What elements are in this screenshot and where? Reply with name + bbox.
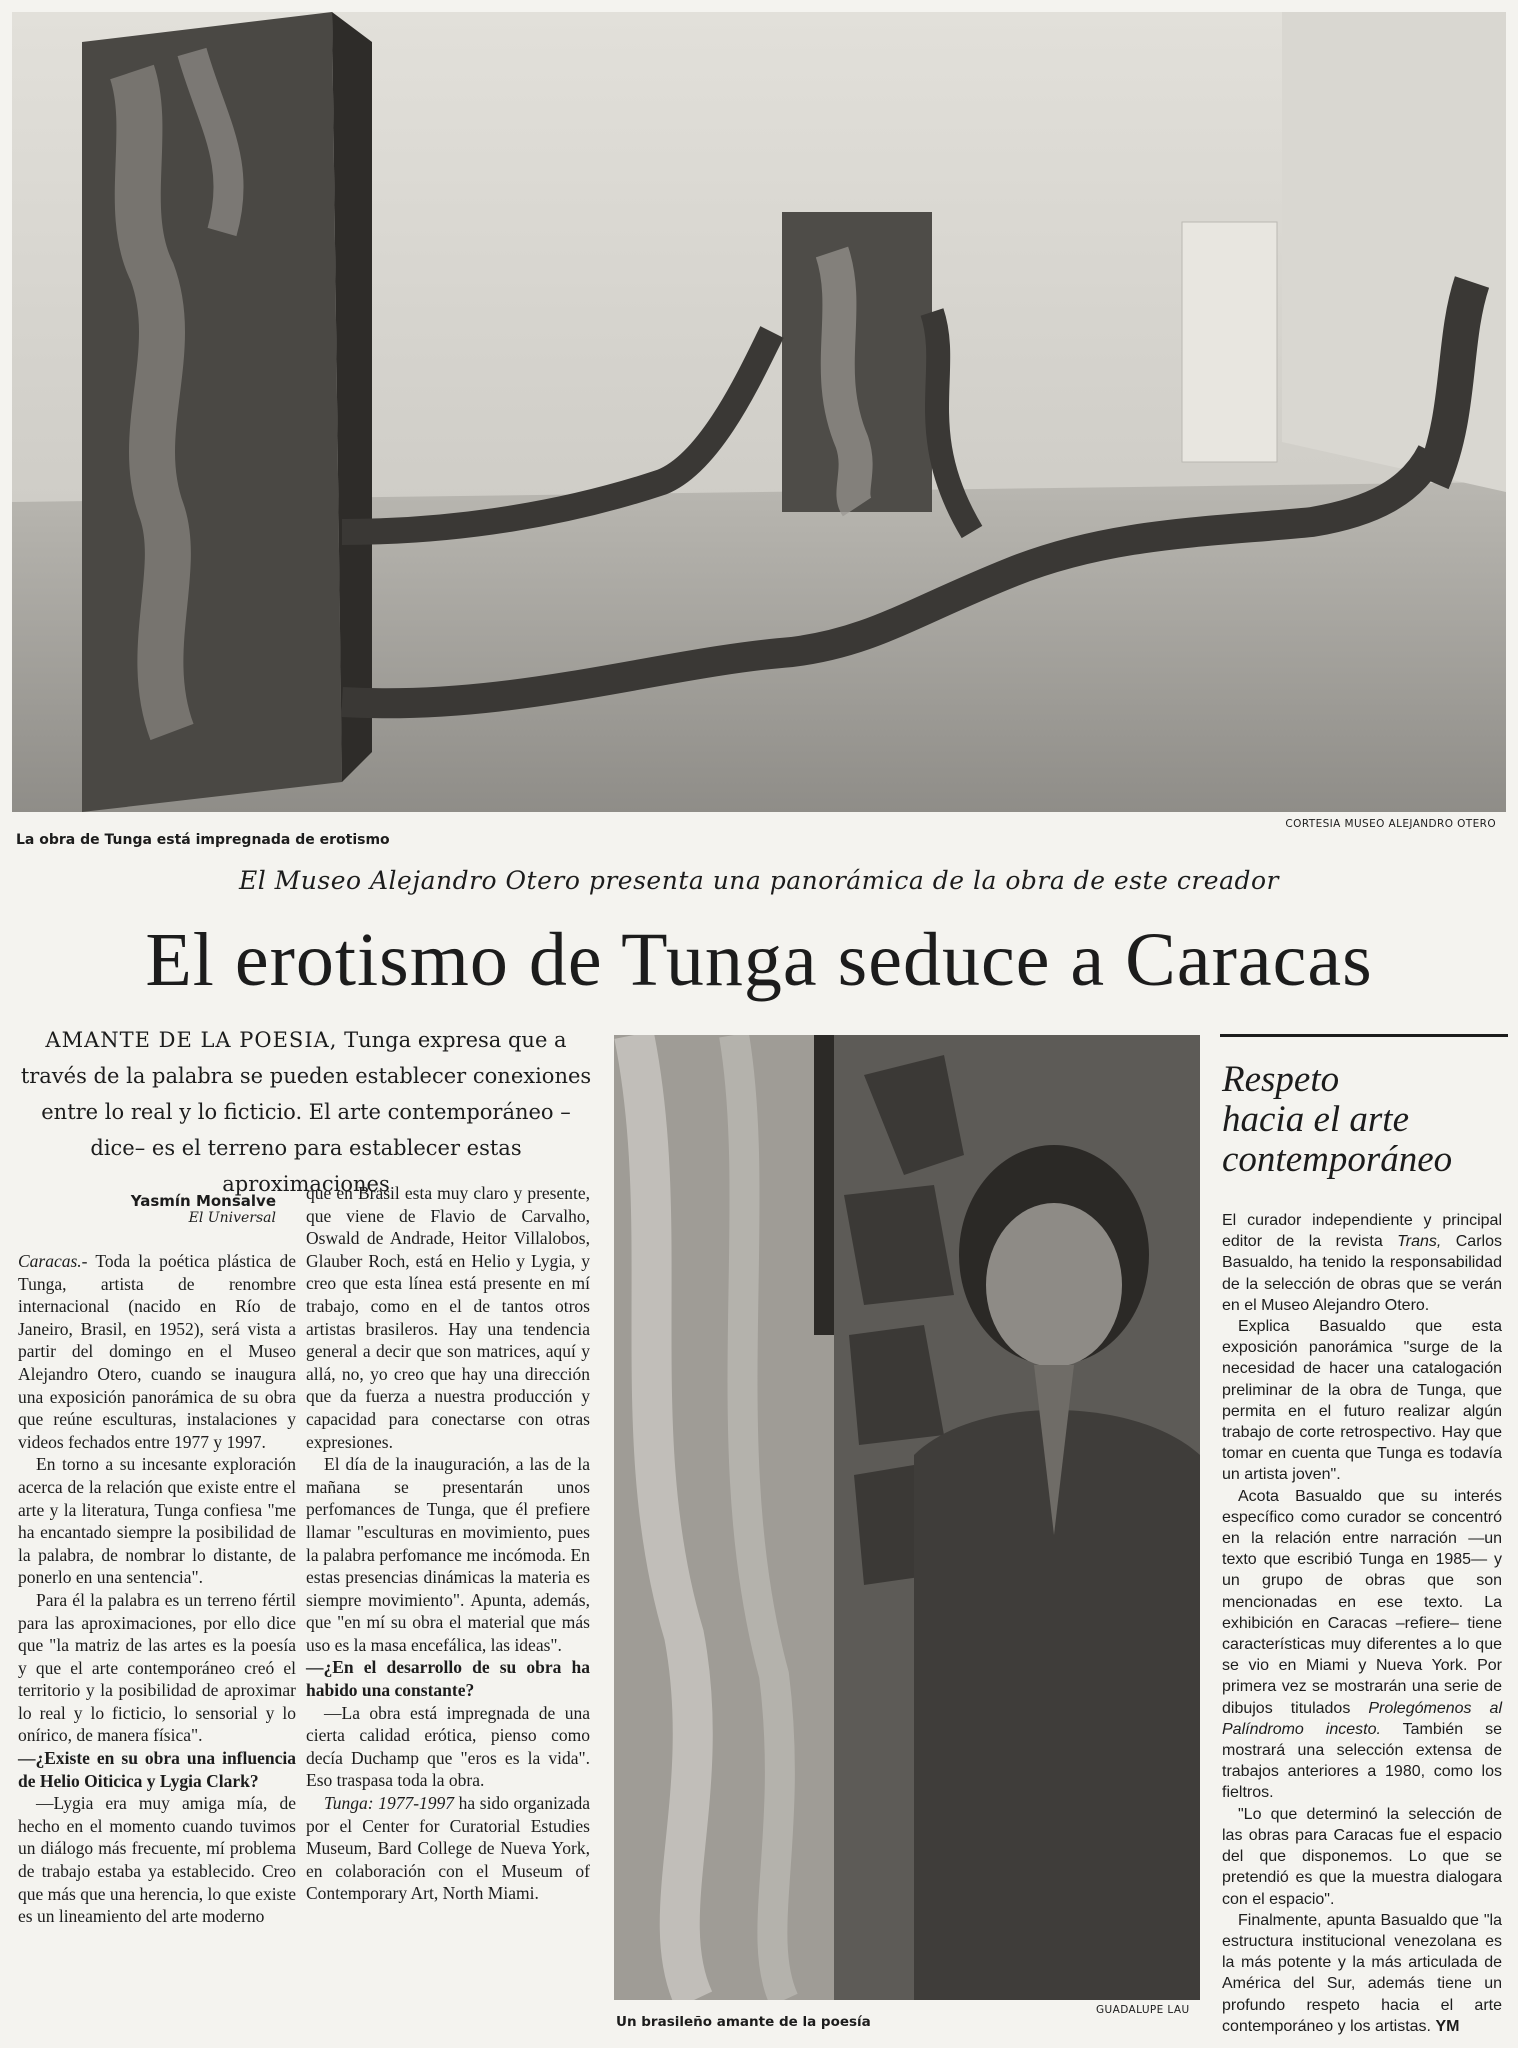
sidebar-paragraph [1222, 1486, 1502, 1804]
sidebar-title-line: contemporáneo [1222, 1139, 1453, 1180]
text-run: Acota Basualdo que su interés específico como curador se concentró en la relación entre narración —un texto que escribió Tunga en 1985— y un grupo de obras que son mencionadas en ese texto. La exhibición en Caracas –refiere– tiene características muy diferentes a lo que se vio en Miami y Nueva York. Por primera vez se mostrarán una serie de dibujos titulados [1222, 1487, 1502, 1717]
sidebar-rule [1220, 1034, 1508, 1037]
article-column-2 [306, 1182, 590, 1905]
sidebar-paragraph: Explica Basualdo que esta exposición panorámica "surge de la necesidad de hacer una catalogación preliminar de la obra de Tunga, que permita en el futuro realizar algún trabajo de corte retrospectivo. Hay que tomar en cuenta que Tunga es todavía un artista joven". [1222, 1318, 1502, 1484]
paragraph-text: Toda la poética plástica de Tunga, artista de renombre internacional (nacido en Río de Janeiro, Brasil, en 1952), será vista a partir del domingo en el Museo Alejandro Otero, cuando se inaugura una exposición panorámica de su obra que reúne esculturas, instalaciones y videos fechados entre 1977 y 1997. [18, 1251, 296, 1452]
lead-caps: AMANTE DE LA POESIA, [45, 1028, 338, 1052]
dek: El Museo Alejandro Otero presenta una panorámica de la obra de este creador [238, 866, 1279, 895]
headline: El erotismo de Tunga seduce a Caracas [145, 918, 1373, 1002]
text-run: Carlos Basualdo, ha tenido la responsabilidad de la selección de obras que se verán en el Museo Alejandro Otero. [1222, 1233, 1502, 1314]
magazine-name: Trans, [1397, 1233, 1442, 1251]
exhibition-title: Tunga: 1977-1997 [324, 1793, 455, 1814]
paragraph [18, 1250, 296, 1453]
paragraph: El día de la inauguración, a las de la mañana se presentarán unos perfomances de Tunga, que él prefiere llamar "esculturas en movimiento, pues la palabra perfomance me incómoda. En estas presencias dinámicas la materia es siempre movimiento". Apunta, además, que "en mí su obra el material que más uso es la masa encefálica, las ideas". [306, 1454, 590, 1655]
paragraph-text: ha sido organizada por el Center for Curatorial Estudies Museum, Bard College de Nueva York, en colaboración con el Museum of Contemporary Art, North Miami. [306, 1793, 590, 1904]
sidebar-title-line: Respeto [1222, 1059, 1340, 1100]
portrait-photo [614, 1035, 1200, 2000]
sidebar-paragraph [1222, 1210, 1502, 1316]
article-column-1 [18, 1250, 296, 1928]
text-run: Finalmente, apunta Basualdo que "la estructura institucional venezolana es la más potente y la más articulada de América del Sur, además tiene un profundo respeto hacia el arte contemporáneo y los artistas. [1222, 1911, 1502, 2035]
sidebar-paragraph: "Lo que determinó la selección de las obras para Caracas fue el espacio del que disponemos. Lo que se pretendió es que la muestra dialogara con el espacio". [1222, 1805, 1502, 1908]
interview-question [306, 1656, 590, 1701]
lead-text: Tunga expresa que a través de la palabra se pueden establecer conexiones entre lo real y lo ficticio. El arte contemporáneo –dice– es el terreno para establecer estas aproximaciones [20, 1028, 592, 1196]
interview-question [18, 1747, 296, 1792]
portrait-caption: Un brasileño amante de la poesía [616, 2014, 871, 2030]
signature-initials: YM [1435, 2017, 1460, 2035]
text-run: El curador independiente y principal editor de la revista [1222, 1212, 1502, 1251]
lead [16, 1022, 596, 1202]
paragraph: —La obra está impregnada de una cierta calidad erótica, pienso como decía Duchamp que "eros es la vida". Eso traspasa toda la obra. [306, 1702, 590, 1791]
paragraph [306, 1792, 590, 1905]
top-photo-credit: CORTESIA MUSEO ALEJANDRO OTERO [1285, 818, 1496, 830]
portrait-credit: GUADALUPE LAU [1096, 2004, 1190, 2016]
paragraph: Para él la palabra es un terreno fértil para las aproximaciones, por ello dice que "la matriz de las artes es la poesía y que el arte contemporáneo creó el territorio y la posibilidad de aproximar lo real y lo ficticio, lo sensorial y lo onírico, de manera física". [18, 1589, 296, 1746]
byline [116, 1192, 276, 1226]
portrait-photo-illustration [614, 1035, 1200, 2000]
byline-author: Yasmín Monsalve [130, 1192, 276, 1210]
paragraph: —Lygia era muy amiga mía, de hecho en el momento cuando tuvimos un diálogo más frecuente, mí problema de trabajo estaba ya establecido. Creo que más que una herencia, lo que existe es un lineamiento del arte moderno [18, 1793, 296, 1927]
text-run: También se mostrará una selección extensa de trabajos anteriores a 1980, como los fieltros. [1222, 1720, 1503, 1802]
drawing-series-title: Prolegómenos al Palíndromo incesto. [1222, 1699, 1502, 1738]
installation-photo-illustration [12, 12, 1506, 812]
question-text: —¿En el desarrollo de su obra ha habido una constante? [306, 1657, 590, 1701]
byline-paper: El Universal [188, 1210, 276, 1226]
paragraph: En torno a su incesante exploración acerca de la relación que existe entre el arte y la literatura, Tunga confiesa "me ha encantado siempre la posibilidad de la palabra, de nombrar lo distante, de ponerlo en una sentencia". [18, 1454, 296, 1588]
paragraph: que en Brasil esta muy claro y presente, que viene de Flavio de Carvalho, Oswald de Andrade, Heitor Villalobos, Glauber Roch, está en Helio y Lygia, y creo que esta línea está presente en mí trabajo, como en el de tantos otros artistas brasileros. Hay una tendencia general a decir que son matrices, aquí y allá, no, yo creo que hay una dirección que da fuerza a nuestra producción y capacidad para conectarse con otras expresiones. [306, 1183, 590, 1452]
top-photo-caption: La obra de Tunga está impregnada de erotismo [16, 832, 390, 848]
sidebar-title-line: hacia el arte [1222, 1099, 1410, 1140]
dateline: Caracas.- [18, 1251, 88, 1271]
question-text: —¿Existe en su obra una influencia de Helio Oiticica y Lygia Clark? [18, 1748, 296, 1791]
top-photo [12, 12, 1506, 812]
sidebar-paragraph [1222, 1910, 1502, 2037]
sidebar-text [1222, 1210, 1502, 2037]
sidebar-title [1222, 1060, 1502, 1180]
